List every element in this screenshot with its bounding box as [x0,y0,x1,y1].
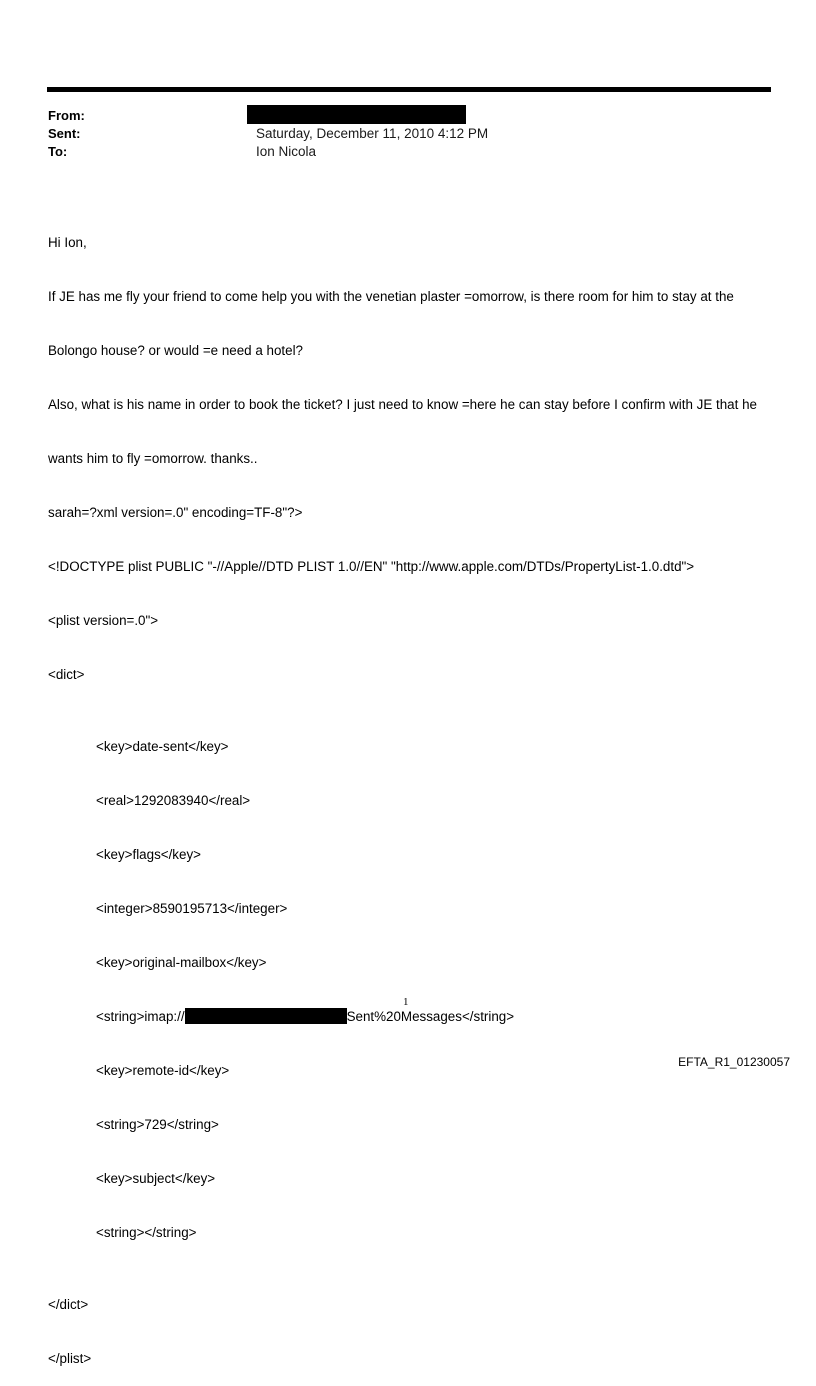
plist-close: </plist> [48,1351,92,1366]
dict-line: <string></string> [96,1225,197,1240]
redaction-bar-from [247,105,466,124]
header-rule [47,87,771,92]
dict-line: <string>729</string> [96,1117,219,1132]
page-number: 1 [403,996,409,1008]
body-line: If JE has me fly your friend to come help you with the venetian plaster =omorrow, is there room for him to stay at the [48,289,734,304]
dict-line: <key>date-sent</key> [96,739,229,754]
from-label: From: [48,108,85,123]
dict-line: <key>remote-id</key> [96,1063,230,1078]
dict-line: <key>subject</key> [96,1171,216,1186]
sent-label: Sent: [48,126,81,141]
to-label: To: [48,144,68,159]
mailbox-suffix: Sent%20Messages</string> [346,1009,515,1024]
body-line: wants him to fly =omorrow. thanks.. [48,451,258,466]
dict-line-mailbox [48,1008,778,1026]
mailbox-prefix: <string>imap:// [96,1009,185,1024]
body-line: Hi Ion, [48,235,87,250]
email-body [48,198,778,1386]
redaction-bar-mailbox [185,1008,347,1024]
dict-close: </dict> [48,1297,89,1312]
dict-line: <key>flags</key> [96,847,201,862]
body-line: sarah=?xml version=.0" encoding=TF-8"?> [48,505,303,520]
body-line: Bolongo house? or would =e need a hotel? [48,343,303,358]
body-line: <plist version=.0"> [48,613,159,628]
body-line: Also, what is his name in order to book the ticket? I just need to know =here he can stay before I confirm with JE that he [48,397,757,412]
bates-number: EFTA_R1_01230057 [678,1055,790,1069]
dict-line: <real>1292083940</real> [96,793,251,808]
body-line: <!DOCTYPE plist PUBLIC "-//Apple//DTD PLIST 1.0//EN" "http://www.apple.com/DTDs/PropertyList-1.0.dtd"> [48,559,695,574]
to-value: Ion Nicola [256,144,317,159]
sent-value: Saturday, December 11, 2010 4:12 PM [256,126,489,141]
dict-line: <key>original-mailbox</key> [96,955,267,970]
dict-line: <integer>8590195713</integer> [96,901,288,916]
body-line: <dict> [48,667,85,682]
